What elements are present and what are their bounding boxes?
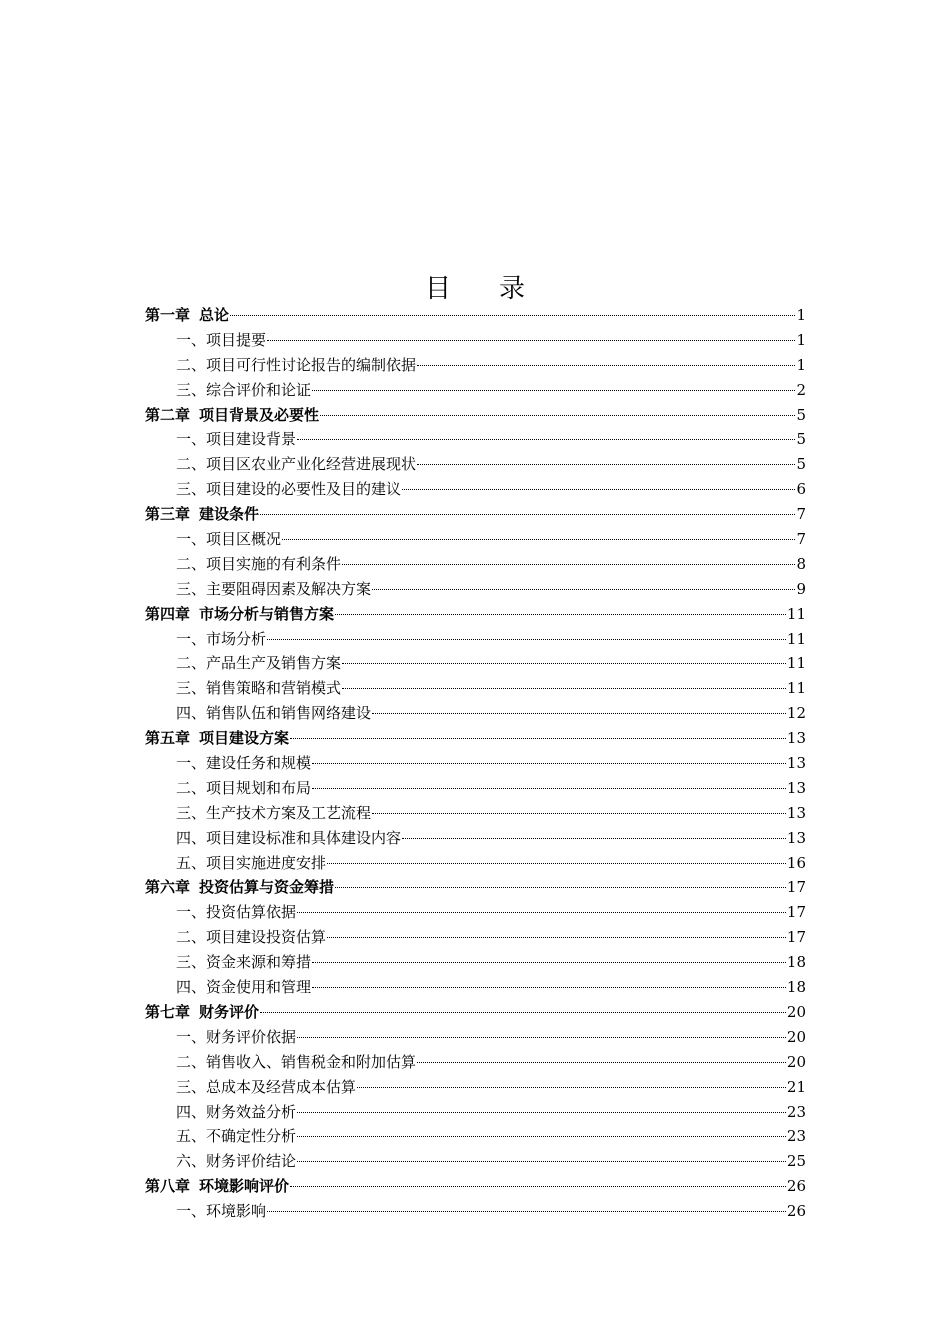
toc-entry-text: 环境影响评价	[199, 1177, 290, 1196]
toc-page-number: 13	[786, 754, 806, 773]
toc-chapter-number: 第三章	[145, 505, 191, 524]
toc-page-number: 2	[796, 380, 806, 399]
toc-dot-leader	[312, 788, 786, 789]
toc-page-number: 26	[786, 1177, 806, 1196]
toc-entry-text: 四、财务效益分析	[176, 1102, 297, 1121]
toc-section-entry[interactable]	[145, 353, 806, 378]
toc-dot-leader	[282, 539, 795, 540]
toc-page-number: 17	[786, 928, 806, 947]
toc-page-number: 12	[786, 704, 806, 723]
toc-chapter-number: 第四章	[145, 604, 191, 623]
toc-entry-text: 一、项目区概况	[176, 530, 282, 549]
toc-section-entry[interactable]	[145, 801, 806, 826]
toc-chapter-number: 第二章	[145, 405, 191, 424]
toc-section-entry[interactable]	[145, 552, 806, 577]
toc-entry-text: 二、产品生产及销售方案	[176, 654, 342, 673]
toc-entry-text: 三、生产技术方案及工艺流程	[176, 803, 372, 822]
toc-entry-text: 二、项目实施的有利条件	[176, 554, 342, 573]
toc-dot-leader	[320, 415, 795, 416]
toc-entry-text: 二、项目规划和布局	[176, 778, 312, 797]
toc-entry-text: 二、销售收入、销售税金和附加估算	[176, 1052, 417, 1071]
toc-page-number: 18	[786, 978, 806, 997]
toc-section-entry[interactable]	[145, 701, 806, 726]
toc-dot-leader	[290, 1186, 786, 1187]
toc-entry-text: 三、资金来源和筹措	[176, 953, 312, 972]
toc-dot-leader	[267, 340, 795, 341]
toc-page-number: 5	[796, 405, 806, 424]
toc-page-number: 6	[796, 480, 806, 499]
toc-chapter-entry[interactable]	[145, 875, 806, 900]
toc-section-entry[interactable]	[145, 776, 806, 801]
toc-chapter-entry[interactable]	[145, 602, 806, 627]
toc-page-number: 11	[786, 654, 806, 673]
toc-dot-leader	[372, 713, 786, 714]
toc-page-number: 20	[786, 1027, 806, 1046]
toc-entry-text: 四、资金使用和管理	[176, 978, 312, 997]
toc-chapter-number: 第五章	[145, 729, 191, 748]
toc-title-char-2: 录	[499, 274, 526, 304]
toc-dot-leader	[402, 838, 786, 839]
toc-dot-leader	[297, 1112, 786, 1113]
toc-dot-leader	[267, 1211, 786, 1212]
toc-page-number: 1	[796, 355, 806, 374]
toc-chapter-number: 第一章	[145, 306, 191, 324]
toc-title-char-1: 目	[424, 274, 451, 304]
toc-entry-text: 五、项目实施进度安排	[176, 853, 327, 872]
toc-section-entry[interactable]	[145, 1124, 806, 1149]
toc-chapter-entry[interactable]	[145, 403, 806, 428]
toc-page-number: 26	[786, 1202, 806, 1221]
toc-dot-leader	[297, 1136, 786, 1137]
toc-entry-text: 一、建设任务和规模	[176, 754, 312, 773]
toc-section-entry[interactable]	[145, 651, 806, 676]
toc-section-entry[interactable]	[145, 925, 806, 950]
toc-page-number: 13	[786, 729, 806, 748]
toc-dot-leader	[297, 1037, 786, 1038]
toc-page-number: 13	[786, 778, 806, 797]
toc-page-number: 16	[786, 853, 806, 872]
toc-dot-leader	[290, 738, 786, 739]
toc-entry-text: 二、项目建设投资估算	[176, 928, 327, 947]
toc-section-entry[interactable]	[145, 851, 806, 876]
toc-chapter-number: 第八章	[145, 1177, 191, 1196]
toc-page-number: 7	[796, 505, 806, 524]
toc-page-number: 1	[796, 306, 806, 324]
toc-dot-leader	[342, 663, 786, 664]
toc-dot-leader	[342, 688, 786, 689]
toc-chapter-number: 第六章	[145, 878, 191, 897]
toc-page-number: 23	[786, 1127, 806, 1146]
toc-dot-leader	[312, 390, 795, 391]
toc-dot-leader	[297, 1161, 786, 1162]
toc-entry-text: 项目背景及必要性	[199, 405, 320, 424]
toc-section-entry[interactable]	[145, 1075, 806, 1100]
toc-page-number: 11	[786, 629, 806, 648]
toc-chapter-number: 第七章	[145, 1002, 191, 1021]
toc-section-entry[interactable]	[145, 826, 806, 851]
toc-page-number: 13	[786, 828, 806, 847]
toc-section-entry[interactable]	[145, 1100, 806, 1125]
toc-dot-leader	[417, 464, 795, 465]
toc-page-number: 21	[786, 1077, 806, 1096]
toc-chapter-entry[interactable]	[145, 1000, 806, 1025]
toc-section-entry[interactable]	[145, 577, 806, 602]
toc-section-entry[interactable]	[145, 900, 806, 925]
toc-entry-text: 四、销售队伍和销售网络建设	[176, 704, 372, 723]
toc-entry-text: 三、销售策略和营销模式	[176, 679, 342, 698]
toc-dot-leader	[372, 813, 786, 814]
toc-entry-text: 财务评价	[199, 1002, 260, 1021]
toc-dot-leader	[402, 489, 795, 490]
toc-entry-text: 二、项目可行性讨论报告的编制依据	[176, 355, 417, 374]
toc-section-entry[interactable]	[145, 1199, 806, 1224]
toc-entry-text: 三、综合评价和论证	[176, 380, 312, 399]
toc-dot-leader	[312, 987, 786, 988]
toc-section-entry[interactable]	[145, 1025, 806, 1050]
toc-entry-text: 一、环境影响	[176, 1202, 267, 1221]
toc-chapter-entry[interactable]	[145, 303, 806, 328]
toc-section-entry[interactable]	[145, 1050, 806, 1075]
toc-dot-leader	[372, 589, 795, 590]
toc-section-entry[interactable]	[145, 477, 806, 502]
toc-section-entry[interactable]	[145, 427, 806, 452]
toc-section-entry[interactable]	[145, 751, 806, 776]
toc-section-entry[interactable]	[145, 975, 806, 1000]
toc-page-number: 23	[786, 1102, 806, 1121]
toc-page-number: 1	[796, 330, 806, 349]
toc-section-entry[interactable]	[145, 950, 806, 975]
toc-dot-leader	[260, 1012, 786, 1013]
toc-page-number: 5	[796, 430, 806, 449]
toc-page-number: 25	[786, 1152, 806, 1171]
toc-entry-text: 三、项目建设的必要性及目的建议	[176, 480, 402, 499]
toc-entry-text: 二、项目区农业产业化经营进展现状	[176, 455, 417, 474]
toc-entry-text: 总论	[199, 306, 230, 324]
toc-dot-leader	[335, 614, 786, 615]
toc-dot-leader	[417, 365, 795, 366]
toc-page-number: 13	[786, 803, 806, 822]
toc-page-number: 5	[796, 455, 806, 474]
toc-dot-leader	[417, 1062, 786, 1063]
toc-section-entry[interactable]	[145, 676, 806, 701]
toc-entry-text: 一、项目提要	[176, 330, 267, 349]
toc-entry-text: 一、项目建设背景	[176, 430, 297, 449]
toc-section-entry[interactable]	[145, 378, 806, 403]
toc-dot-leader	[357, 1087, 786, 1088]
toc-page-number: 17	[786, 903, 806, 922]
toc-entry-text: 市场分析与销售方案	[199, 604, 335, 623]
toc-page-number: 11	[786, 604, 806, 623]
toc-dot-leader	[342, 564, 795, 565]
toc-dot-leader	[297, 912, 786, 913]
toc-entry-text: 六、财务评价结论	[176, 1152, 297, 1171]
toc-chapter-entry[interactable]	[145, 726, 806, 751]
toc-page-number: 8	[796, 554, 806, 573]
toc-entry-text: 投资估算与资金筹措	[199, 878, 335, 897]
toc-entry-text: 五、不确定性分析	[176, 1127, 297, 1146]
toc-entry-text: 项目建设方案	[199, 729, 290, 748]
toc-entry-text: 一、财务评价依据	[176, 1027, 297, 1046]
toc-page-number: 7	[796, 530, 806, 549]
toc-dot-leader	[327, 863, 786, 864]
toc-dot-leader	[327, 937, 786, 938]
toc-chapter-entry[interactable]	[145, 1174, 806, 1199]
toc-title	[0, 268, 950, 305]
toc-section-entry[interactable]	[145, 527, 806, 552]
toc-page-number: 20	[786, 1052, 806, 1071]
table-of-contents	[145, 303, 806, 1224]
toc-dot-leader	[312, 763, 786, 764]
toc-dot-leader	[335, 887, 786, 888]
toc-dot-leader	[267, 639, 786, 640]
toc-section-entry[interactable]	[145, 1149, 806, 1174]
toc-dot-leader	[297, 439, 795, 440]
toc-entry-text: 四、项目建设标准和具体建设内容	[176, 828, 402, 847]
toc-entry-text: 三、主要阻碍因素及解决方案	[176, 579, 372, 598]
toc-entry-text: 一、市场分析	[176, 629, 267, 648]
toc-page-number: 18	[786, 953, 806, 972]
toc-dot-leader	[260, 514, 795, 515]
toc-entry-text: 三、总成本及经营成本估算	[176, 1077, 357, 1096]
toc-dot-leader	[312, 962, 786, 963]
toc-page-number: 11	[786, 679, 806, 698]
toc-entry-text: 建设条件	[199, 505, 260, 524]
toc-section-entry[interactable]	[145, 627, 806, 652]
toc-page-number: 20	[786, 1002, 806, 1021]
toc-page-number: 17	[786, 878, 806, 897]
toc-chapter-entry[interactable]	[145, 502, 806, 527]
toc-entry-text: 一、投资估算依据	[176, 903, 297, 922]
toc-section-entry[interactable]	[145, 328, 806, 353]
toc-dot-leader	[230, 315, 795, 316]
toc-page-number: 9	[796, 579, 806, 598]
toc-section-entry[interactable]	[145, 452, 806, 477]
